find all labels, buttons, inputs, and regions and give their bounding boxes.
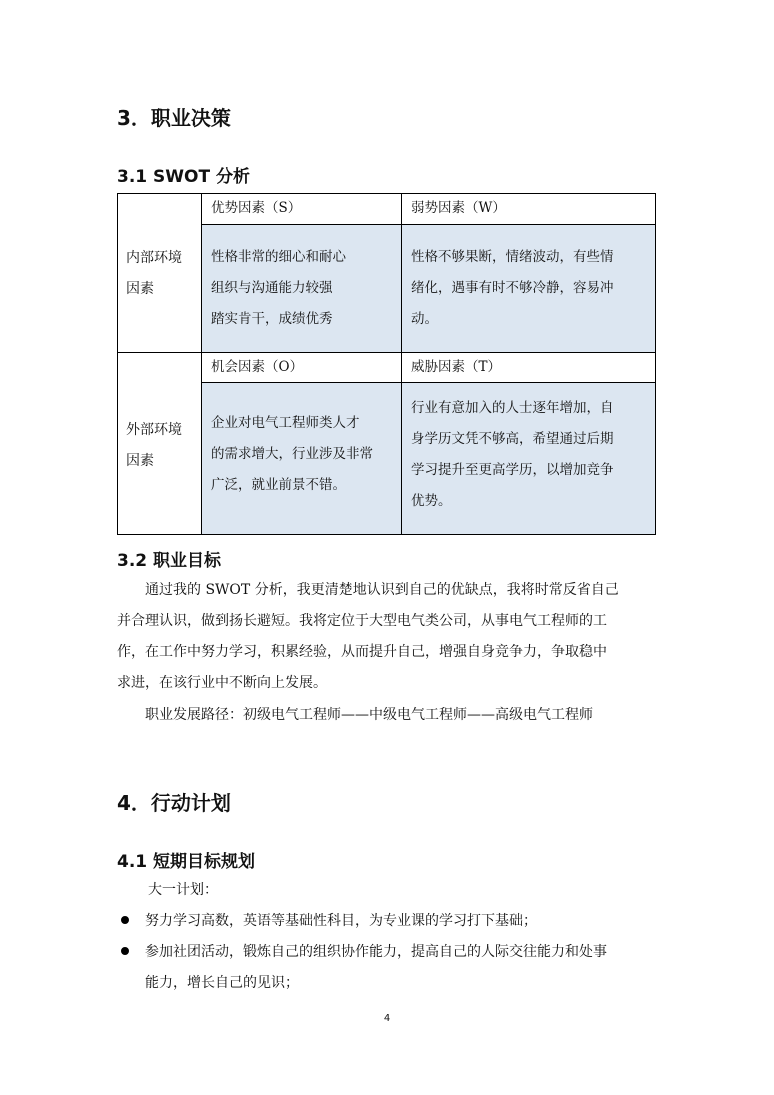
external-label-line: 外部环境 <box>126 422 182 438</box>
strength-line: 性格非常的细心和耐心 <box>211 249 346 265</box>
weakness-line: 绪化，遇事有时不够冷静，容易冲 <box>411 280 614 296</box>
goal-paragraph-line: 作，在工作中努力学习，积累经验，从而提升自己，增强自身竞争力，争取稳中 <box>117 644 607 660</box>
threat-line: 学习提升至更高学历，以增加竞争 <box>411 462 614 478</box>
strength-line: 踏实肯干，成绩优秀 <box>211 311 333 327</box>
opportunities-header: 机会因素（O） <box>211 359 304 375</box>
year1-plan-label: 大一计划： <box>148 882 218 898</box>
threats-header: 威胁因素（T） <box>411 359 502 375</box>
bullet-icon <box>121 916 129 924</box>
goal-paragraph-line: 通过我的 SWOT 分析，我更清楚地认识到自己的优缺点，我将时常反省自己 <box>145 582 619 598</box>
opportunity-line: 的需求增大，行业涉及非常 <box>211 446 373 462</box>
goal-paragraph-line: 并合理认识，做到扬长避短。我将定位于大型电气类公司，从事电气工程师的工 <box>117 613 607 629</box>
plan-bullet-item: 努力学习高数，英语等基础性科目，为专业课的学习打下基础； <box>145 913 537 929</box>
external-label-line: 因素 <box>126 453 154 469</box>
strength-line: 组织与沟通能力较强 <box>211 280 333 296</box>
section-4-1-title: 4.1 短期目标规划 <box>117 852 256 872</box>
bullet-icon <box>121 947 129 955</box>
page-number: 4 <box>383 1013 391 1024</box>
threat-line: 行业有意加入的人士逐年增加，自 <box>411 400 614 416</box>
internal-label-line: 内部环境 <box>126 250 182 266</box>
threats-cell <box>402 383 655 534</box>
goal-paragraph-line: 求进，在该行业中不断向上发展。 <box>117 675 327 691</box>
threat-line: 身学历文凭不够高，希望通过后期 <box>411 431 614 447</box>
section-3-1-title: 3.1 SWOT 分析 <box>117 167 250 187</box>
internal-label-line: 因素 <box>126 281 154 297</box>
external-factors-label <box>118 415 202 477</box>
section-3-title: 3．职业决策 <box>117 106 231 130</box>
opportunity-line: 企业对电气工程师类人才 <box>211 415 360 431</box>
strengths-cell <box>202 225 401 352</box>
opportunities-cell <box>202 383 401 534</box>
section-4-title: 4．行动计划 <box>117 791 231 815</box>
internal-factors-label <box>118 243 202 305</box>
strengths-header: 优势因素（S） <box>211 200 302 216</box>
career-path: 职业发展路径：初级电气工程师——中级电气工程师——高级电气工程师 <box>145 707 593 723</box>
swot-table <box>117 193 656 535</box>
section-3-2-title: 3.2 职业目标 <box>117 551 222 571</box>
plan-bullet-item: 参加社团活动，锻炼自己的组织协作能力，提高自己的人际交往能力和处事 <box>145 944 607 960</box>
threat-line: 优势。 <box>411 493 452 509</box>
weakness-line: 性格不够果断，情绪波动，有些情 <box>411 249 614 265</box>
weakness-line: 动。 <box>411 311 438 327</box>
opportunity-line: 广泛，就业前景不错。 <box>211 477 346 493</box>
weaknesses-cell <box>402 225 655 352</box>
plan-bullet-item-continued: 能力，增长自己的见识； <box>145 975 299 991</box>
weaknesses-header: 弱势因素（W） <box>411 200 506 216</box>
